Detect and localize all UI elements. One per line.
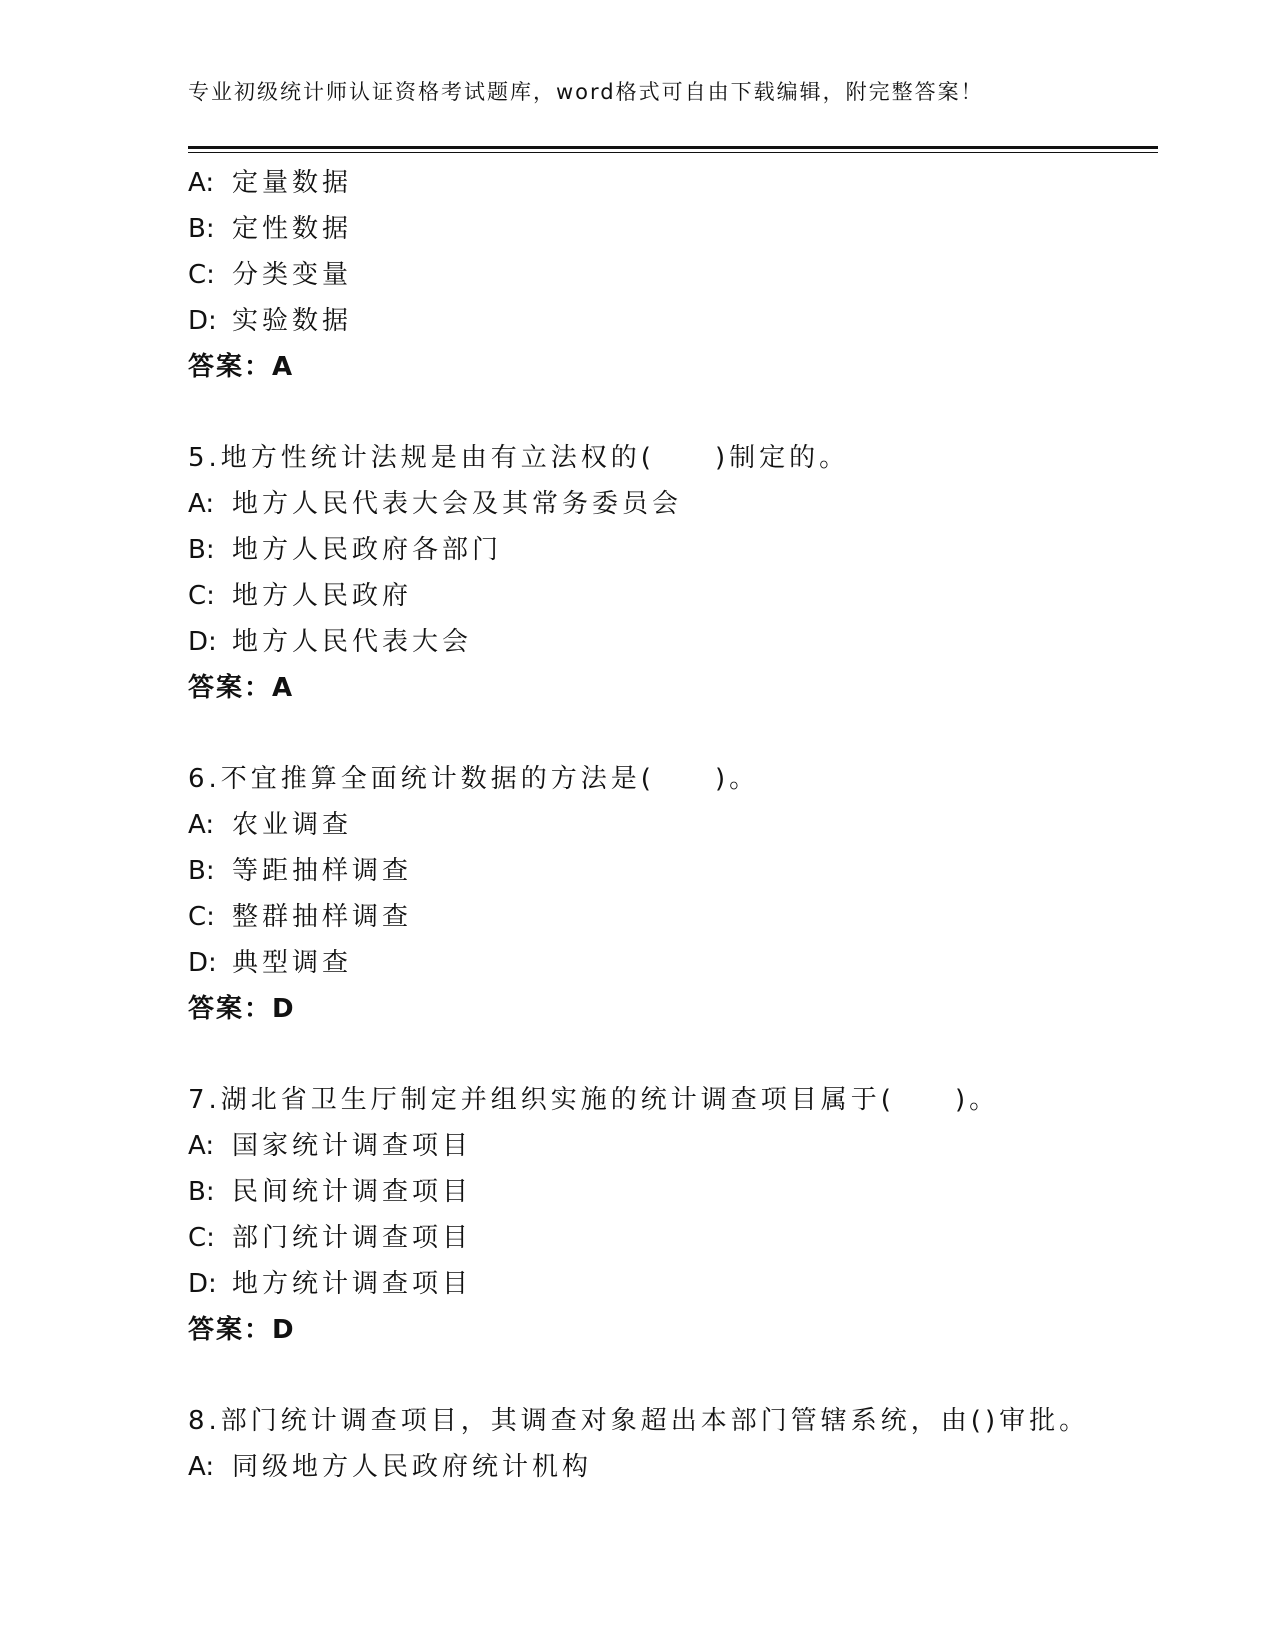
option-key: C:: [188, 1223, 215, 1253]
option-text: 地方人民政府各部门: [232, 535, 503, 565]
option-key: D:: [188, 627, 217, 657]
question-block: [188, 1077, 1158, 1353]
option-row: [188, 1261, 1158, 1307]
option-row: [188, 527, 1158, 573]
option-row: [188, 252, 1158, 298]
option-text: 地方统计调查项目: [232, 1269, 473, 1299]
option-text: 部门统计调查项目: [232, 1223, 473, 1253]
option-text: 定性数据: [232, 214, 353, 244]
header-rule-thick: [188, 146, 1158, 149]
option-text: 分类变量: [232, 260, 353, 290]
question-text: 8.部门统计调查项目，其调查对象超出本部门管辖系统，由()审批。: [188, 1406, 1090, 1436]
option-text: 整群抽样调查: [232, 902, 413, 932]
question-text: 7.湖北省卫生厅制定并组织实施的统计调查项目属于( )。: [188, 1085, 1000, 1115]
option-row: [188, 1169, 1158, 1215]
option-row: [188, 481, 1158, 527]
option-row: [188, 298, 1158, 344]
question-block: [188, 1398, 1158, 1490]
option-text: 定量数据: [232, 168, 353, 198]
option-text: 地方人民代表大会: [232, 627, 473, 657]
option-key: B:: [188, 535, 215, 565]
option-key: A:: [188, 168, 215, 198]
question-text: 5.地方性统计法规是由有立法权的( )制定的。: [188, 443, 850, 473]
option-key: C:: [188, 581, 215, 611]
answer-line: 答案：A: [188, 673, 295, 703]
option-text: 地方人民政府: [232, 581, 413, 611]
option-text: 农业调查: [232, 810, 353, 840]
option-key: C:: [188, 902, 215, 932]
question-block: [188, 756, 1158, 1032]
option-key: A:: [188, 1131, 215, 1161]
option-row: [188, 1123, 1158, 1169]
option-key: C:: [188, 260, 215, 290]
option-text: 国家统计调查项目: [232, 1131, 473, 1161]
page-header: 专业初级统计师认证资格考试题库，word格式可自由下载编辑，附完整答案！: [188, 80, 984, 104]
question-text: 6.不宜推算全面统计数据的方法是( )。: [188, 764, 760, 794]
option-text: 实验数据: [232, 306, 353, 336]
option-key: B:: [188, 214, 215, 244]
option-row: [188, 206, 1158, 252]
option-text: 地方人民代表大会及其常务委员会: [232, 489, 683, 519]
option-key: D:: [188, 948, 217, 978]
option-row: [188, 940, 1158, 986]
option-row: [188, 1444, 1158, 1490]
option-key: B:: [188, 1177, 215, 1207]
option-row: [188, 894, 1158, 940]
question-block: [188, 160, 1158, 390]
option-row: [188, 160, 1158, 206]
answer-line: 答案：D: [188, 1315, 296, 1345]
question-block: [188, 435, 1158, 711]
option-row: [188, 1215, 1158, 1261]
option-key: A:: [188, 489, 215, 519]
option-row: [188, 802, 1158, 848]
option-text: 民间统计调查项目: [232, 1177, 473, 1207]
option-key: D:: [188, 1269, 217, 1299]
question-list: [188, 160, 1158, 1490]
option-text: 同级地方人民政府统计机构: [232, 1452, 593, 1482]
option-key: A:: [188, 810, 215, 840]
answer-line: 答案：A: [188, 352, 295, 382]
option-row: [188, 848, 1158, 894]
option-row: [188, 573, 1158, 619]
option-key: B:: [188, 856, 215, 886]
option-text: 典型调查: [232, 948, 353, 978]
option-key: D:: [188, 306, 217, 336]
answer-line: 答案：D: [188, 994, 296, 1024]
option-text: 等距抽样调查: [232, 856, 413, 886]
option-row: [188, 619, 1158, 665]
option-key: A:: [188, 1452, 215, 1482]
header-rule-thin: [188, 152, 1158, 153]
